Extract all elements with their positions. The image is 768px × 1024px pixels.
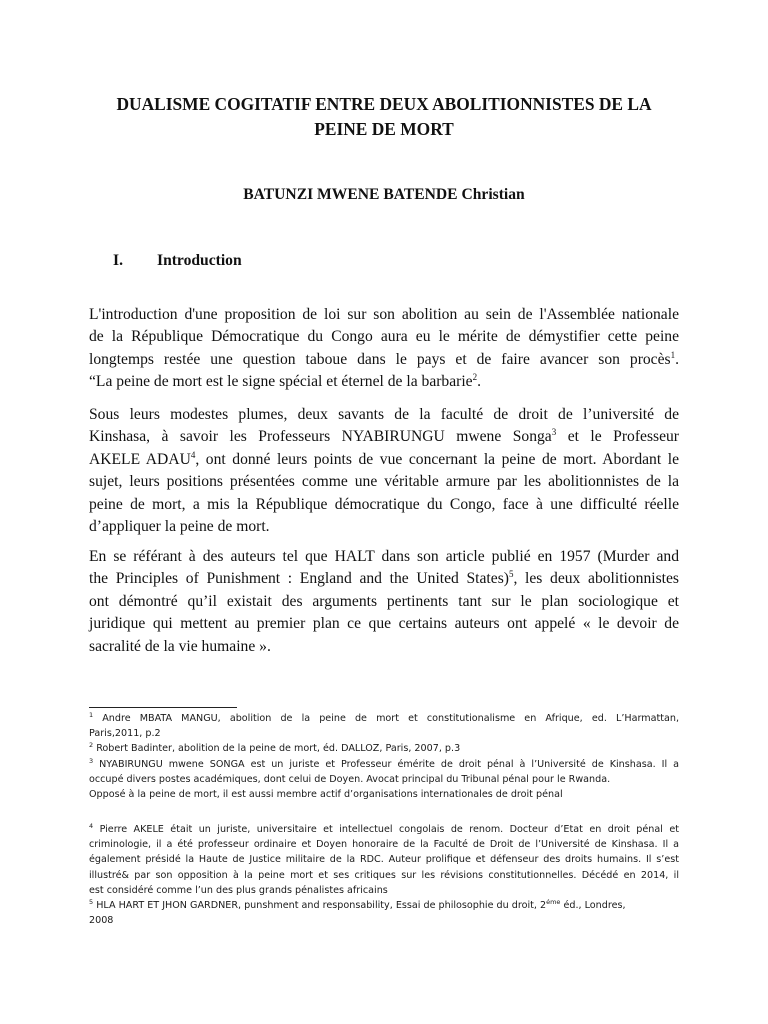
footnote-number: 5: [89, 897, 94, 906]
section-number: I.: [113, 252, 123, 269]
paragraph-line: de la République Démocratique du Congo aura eu le mérite de démystifier cette peine: [89, 328, 679, 346]
footnote-text: éd., Londres,: [560, 900, 626, 912]
section-heading: [113, 250, 242, 272]
footnote-ref[interactable]: 3: [551, 427, 557, 438]
document-title: [60, 92, 708, 142]
footnote-superscript: éme: [546, 897, 561, 906]
title-line-1: DUALISME COGITATIF ENTRE DEUX ABOLITIONNISTES DE LA: [116, 94, 652, 114]
footnote-4: [89, 822, 679, 837]
paragraph-text: .: [477, 373, 481, 391]
footnote-text: Pierre AKELE était un juriste, universitaire et intellectuel congolais de renom. Docteur d’Etat en droit pénal et: [93, 824, 679, 835]
paragraph-text: Kinshasa, à savoir les Professeurs NYABIRUNGU mwene Songa: [89, 428, 552, 446]
footnote-line: illustré& par son opposition à la peine mort et ses critiques sur les révisions constitutionnelles. Décédé en 2014, il: [89, 869, 679, 881]
footnote-text: Robert Badinter, abolition de la peine de mort, éd. DALLOZ, Paris, 2007, p.3: [93, 743, 461, 755]
paragraph-line: d’appliquer la peine de mort.: [89, 518, 270, 536]
paragraph-text: , ont donné leurs points de vue concernant la peine de mort. Abordant le: [195, 450, 679, 468]
paragraph-text: .: [675, 350, 679, 368]
footnote-1: [89, 711, 679, 726]
footnote-text: HLA HART ET JHON GARDNER, punshment and responsability, Essai de philosophie du droit, 2: [93, 900, 547, 912]
paragraph-line: [89, 568, 679, 590]
footnote-line: occupé divers postes académiques, dont celui de Doyen. Avocat principal du Tribunal pénal pour le Rwanda.: [89, 773, 611, 785]
paragraph-line: En se référant à des auteurs tel que HALT dans son article publié en 1957 (Murder and: [89, 548, 679, 565]
paragraph-2: [89, 404, 679, 538]
paragraph-text: the Principles of Punishment : England and the United States): [89, 570, 509, 588]
footnotes-block-1: [89, 711, 679, 802]
footnote-number: 4: [89, 821, 94, 830]
footnote-ref[interactable]: 1: [670, 349, 676, 360]
footnote-line: Opposé à la peine de mort, il est aussi membre actif d’organisations internationales de droit pénal: [89, 789, 563, 801]
footnote-text: Andre MBATA MANGU, abolition de la peine de mort et constitutionalisme en Afrique, ed. L’Harmattan,: [93, 713, 679, 724]
footnote-line: criminologie, il a été professeur ordinaire et Doyen honoraire de la Faculté de Droit de l’Université de Kinshasa. Il a: [89, 839, 679, 851]
footnote-line: Paris,2011, p.2: [89, 728, 161, 740]
footnote-number: 1: [89, 710, 94, 719]
footnote-separator: [89, 707, 237, 708]
paragraph-text: “La peine de mort est le signe spécial et éternel de la barbarie: [89, 373, 473, 391]
paragraph-line: [89, 426, 679, 448]
paragraph-line: ont démontré qu’il existait des arguments pertinents tant sur le plan sociologique et: [89, 592, 679, 610]
paragraph-text: longtemps restée une question taboue dans le pays et de faire avancer son procès: [89, 350, 671, 368]
author-name: BATUNZI MWENE BATENDE Christian: [243, 186, 525, 203]
footnotes-block-2: [89, 822, 679, 928]
footnote-3: [89, 757, 679, 772]
paragraph-line: juridique qui mettent au premier plan ce que certains auteurs ont appelé « le devoir de: [89, 615, 679, 633]
paragraph-3: [89, 546, 679, 658]
footnote-line: également présidé la Haute de Justice militaire de la RDC. Auteur prolifique et défenseur des droits humains. Il s’est: [89, 854, 679, 866]
paragraph-text: AKELE ADAU: [89, 450, 191, 468]
footnote-5: [89, 898, 679, 913]
title-line-2: PEINE DE MORT: [314, 119, 454, 139]
section-title: Introduction: [157, 252, 242, 269]
footnote-ref[interactable]: 4: [190, 449, 196, 460]
paragraph-line: [89, 349, 679, 371]
paragraph-1: [89, 304, 679, 394]
paragraph-line: [89, 371, 679, 393]
paragraph-text: , les deux abolitionnistes: [513, 570, 679, 588]
footnote-ref[interactable]: 5: [508, 569, 514, 580]
footnote-line: 2008: [89, 915, 114, 927]
paragraph-text: et le Professeur: [556, 428, 679, 446]
paragraph-line: [89, 449, 679, 471]
footnote-line: est considéré comme l’un des plus grands pénalistes africains: [89, 884, 388, 896]
paragraph-line: sacralité de la vie humaine ».: [89, 637, 271, 655]
paragraph-line: L'introduction d'une proposition de loi sur son abolition au sein de l'Assemblée nationale: [89, 306, 679, 323]
footnote-2: [89, 741, 679, 756]
paragraph-line: sujet, leurs positions présentées comme une véritable armure par les abolitionnistes de la: [89, 473, 679, 491]
footnote-ref[interactable]: 2: [472, 372, 478, 383]
footnote-number: 2: [89, 741, 94, 750]
paragraph-line: Sous leurs modestes plumes, deux savants de la faculté de droit de l’université de: [89, 406, 679, 423]
footnote-number: 3: [89, 756, 94, 765]
footnote-text: NYABIRUNGU mwene SONGA est un juriste et Professeur émérite de droit pénal à l’Université de Kinshasa. Il a: [93, 758, 679, 770]
paragraph-line: peine de mort, a mis la République démocratique du Congo, face à une difficulté réelle: [89, 495, 679, 513]
